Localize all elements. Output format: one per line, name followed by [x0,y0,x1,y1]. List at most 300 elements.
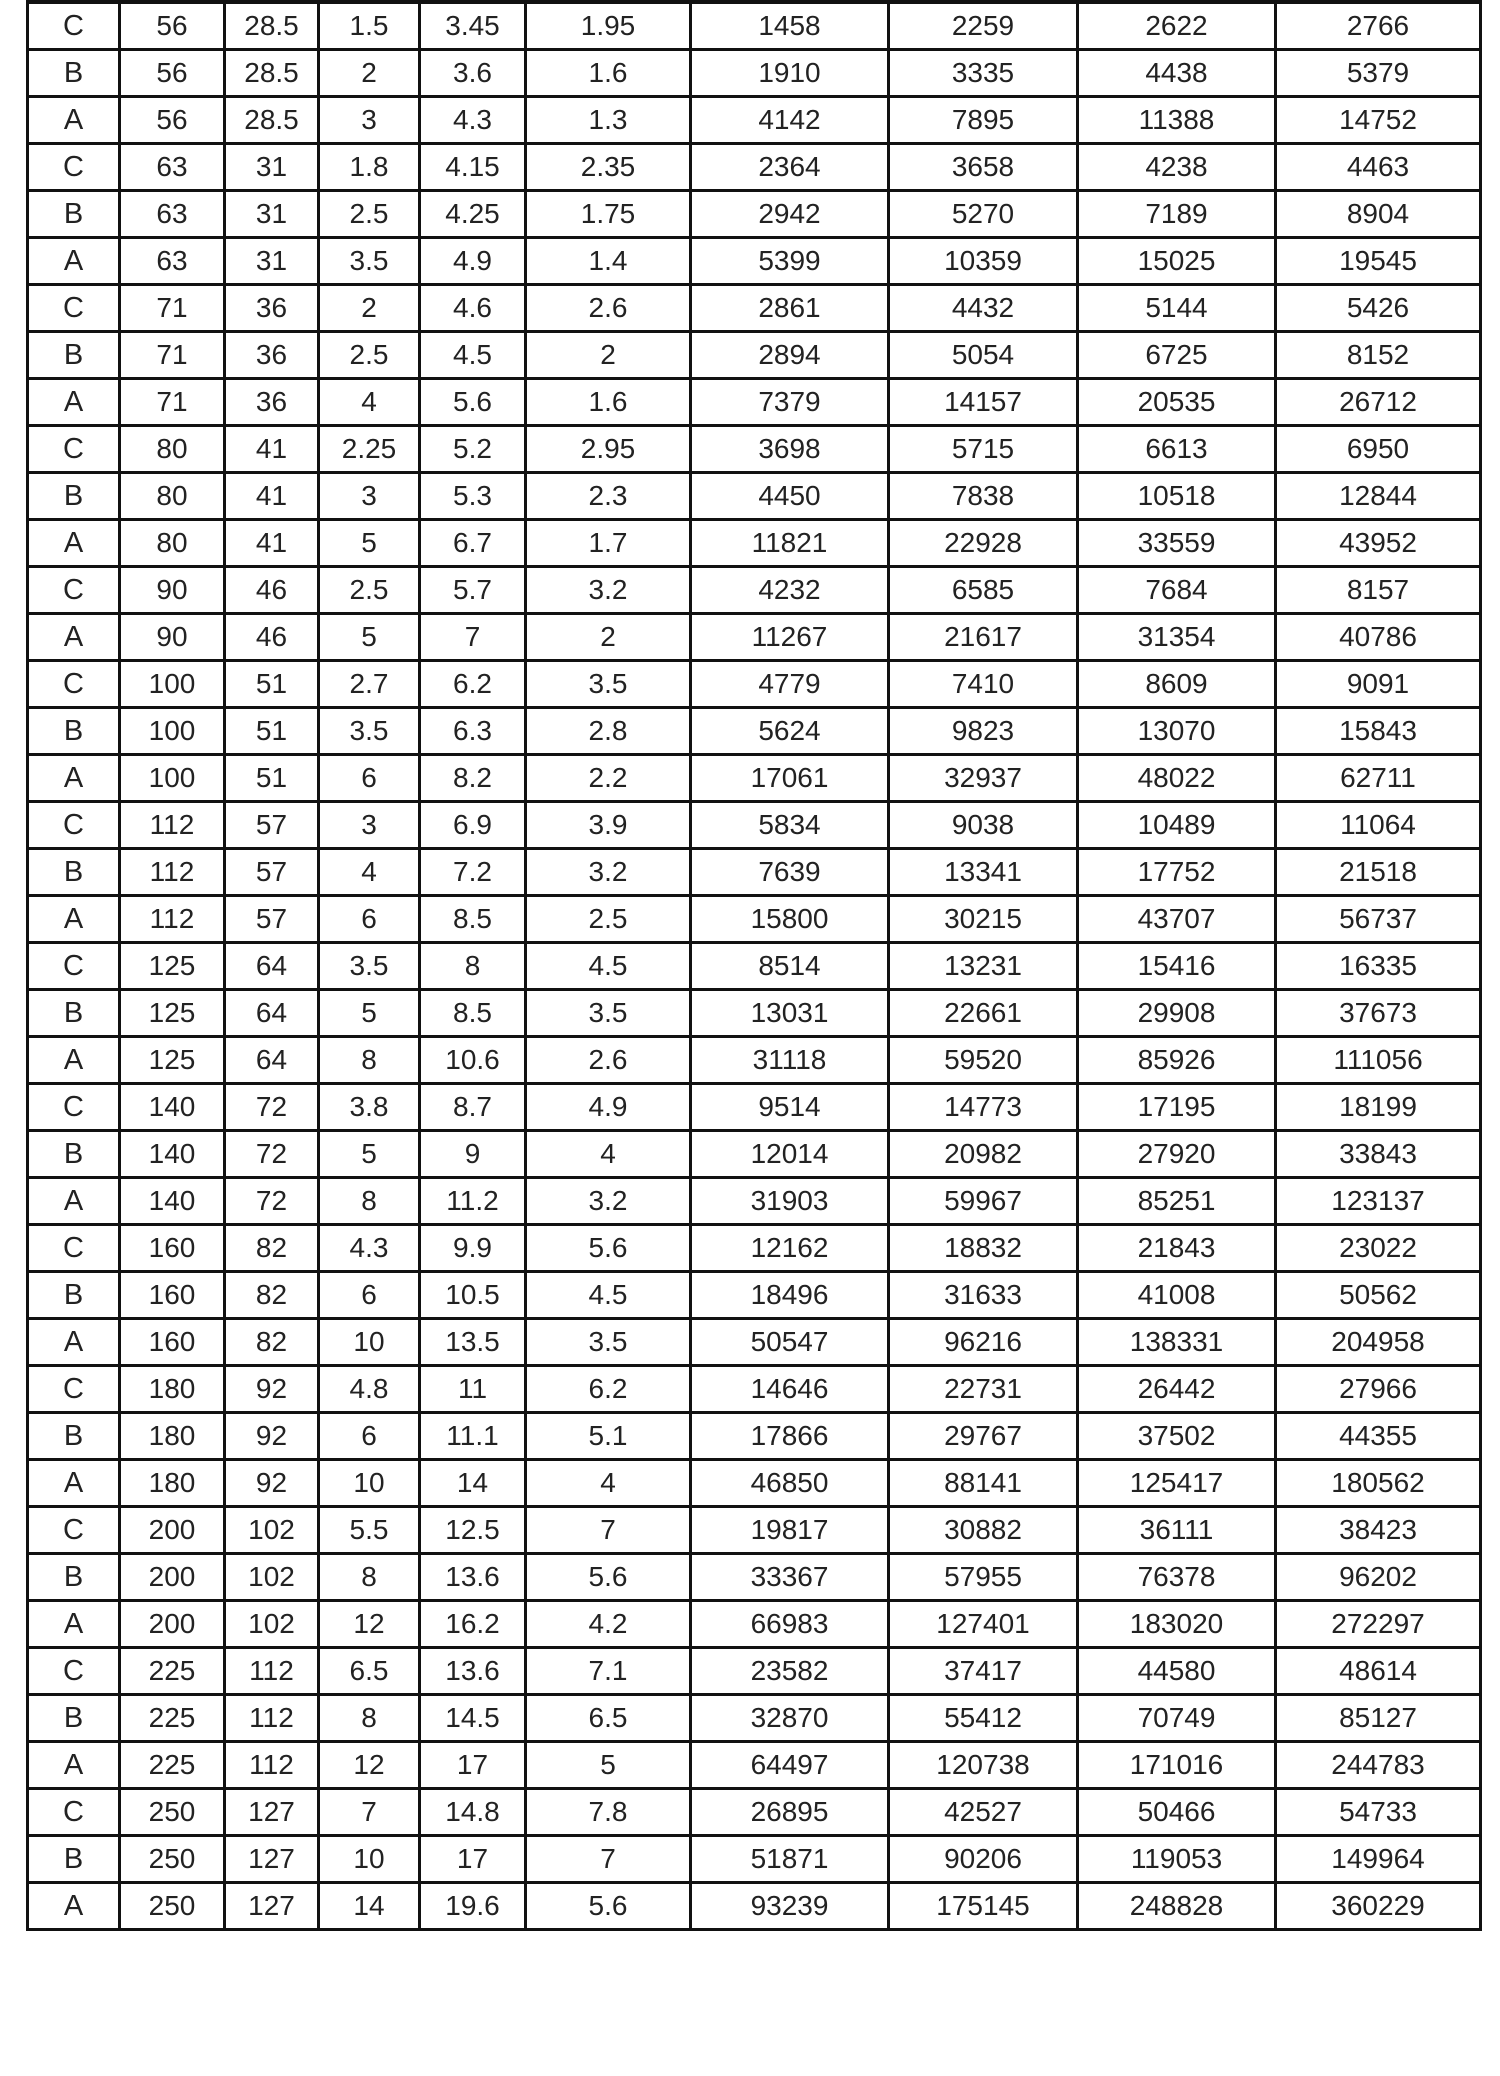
col-7-cell: 5399 [691,238,889,285]
col-4-cell: 3.5 [319,708,420,755]
col-6-cell: 4.5 [526,1272,691,1319]
col-6-cell: 3.5 [526,990,691,1037]
grade-cell: C [28,1084,120,1131]
grade-cell: C [28,1648,120,1695]
col-6-cell: 6.5 [526,1695,691,1742]
col-7-cell: 3698 [691,426,889,473]
col-10-cell: 54733 [1276,1789,1481,1836]
col-6-cell: 4 [526,1131,691,1178]
col-8-cell: 20982 [889,1131,1078,1178]
col-5-cell: 4.15 [420,144,526,191]
col-5-cell: 4.3 [420,97,526,144]
col-3-cell: 82 [225,1225,319,1272]
table-row [28,661,1481,708]
col-8-cell: 4432 [889,285,1078,332]
col-5-cell: 9.9 [420,1225,526,1272]
table-row [28,943,1481,990]
col-2-cell: 180 [120,1460,225,1507]
col-4-cell: 1.8 [319,144,420,191]
col-3-cell: 28.5 [225,2,319,50]
col-7-cell: 8514 [691,943,889,990]
col-3-cell: 72 [225,1084,319,1131]
col-3-cell: 64 [225,1037,319,1084]
col-3-cell: 28.5 [225,97,319,144]
col-5-cell: 5.2 [420,426,526,473]
col-3-cell: 36 [225,379,319,426]
col-7-cell: 9514 [691,1084,889,1131]
col-3-cell: 31 [225,191,319,238]
col-6-cell: 7.8 [526,1789,691,1836]
col-8-cell: 90206 [889,1836,1078,1883]
col-8-cell: 10359 [889,238,1078,285]
col-8-cell: 30882 [889,1507,1078,1554]
spec-table-body [28,2,1481,1930]
grade-cell: B [28,990,120,1037]
col-4-cell: 5 [319,1131,420,1178]
col-8-cell: 32937 [889,755,1078,802]
col-7-cell: 7379 [691,379,889,426]
col-6-cell: 1.95 [526,2,691,50]
col-9-cell: 26442 [1078,1366,1276,1413]
col-10-cell: 96202 [1276,1554,1481,1601]
col-9-cell: 76378 [1078,1554,1276,1601]
grade-cell: C [28,1366,120,1413]
col-2-cell: 225 [120,1695,225,1742]
col-5-cell: 9 [420,1131,526,1178]
col-4-cell: 12 [319,1742,420,1789]
table-row [28,238,1481,285]
col-9-cell: 10518 [1078,473,1276,520]
col-7-cell: 2894 [691,332,889,379]
col-6-cell: 1.6 [526,50,691,97]
col-2-cell: 140 [120,1084,225,1131]
col-5-cell: 5.7 [420,567,526,614]
col-3-cell: 46 [225,567,319,614]
col-10-cell: 9091 [1276,661,1481,708]
col-7-cell: 31903 [691,1178,889,1225]
table-row [28,520,1481,567]
col-2-cell: 63 [120,191,225,238]
col-10-cell: 8904 [1276,191,1481,238]
col-4-cell: 1.5 [319,2,420,50]
col-5-cell: 4.5 [420,332,526,379]
col-3-cell: 46 [225,614,319,661]
col-3-cell: 112 [225,1742,319,1789]
table-row [28,473,1481,520]
table-row [28,426,1481,473]
col-10-cell: 5379 [1276,50,1481,97]
table-row [28,1742,1481,1789]
col-10-cell: 44355 [1276,1413,1481,1460]
col-4-cell: 4.8 [319,1366,420,1413]
col-4-cell: 2.5 [319,332,420,379]
col-9-cell: 138331 [1078,1319,1276,1366]
col-7-cell: 50547 [691,1319,889,1366]
col-9-cell: 6613 [1078,426,1276,473]
col-8-cell: 9038 [889,802,1078,849]
col-9-cell: 43707 [1078,896,1276,943]
col-10-cell: 26712 [1276,379,1481,426]
col-3-cell: 92 [225,1460,319,1507]
col-8-cell: 120738 [889,1742,1078,1789]
col-3-cell: 36 [225,285,319,332]
grade-cell: C [28,1225,120,1272]
col-4-cell: 6 [319,755,420,802]
grade-cell: B [28,332,120,379]
col-2-cell: 160 [120,1225,225,1272]
col-7-cell: 4779 [691,661,889,708]
col-8-cell: 14157 [889,379,1078,426]
col-10-cell: 40786 [1276,614,1481,661]
col-2-cell: 140 [120,1131,225,1178]
grade-cell: A [28,1319,120,1366]
col-10-cell: 33843 [1276,1131,1481,1178]
grade-cell: A [28,97,120,144]
col-2-cell: 71 [120,379,225,426]
col-6-cell: 4.2 [526,1601,691,1648]
col-9-cell: 7189 [1078,191,1276,238]
grade-cell: B [28,1413,120,1460]
table-row [28,379,1481,426]
col-6-cell: 4.5 [526,943,691,990]
grade-cell: A [28,520,120,567]
table-row [28,1836,1481,1883]
table-row [28,1272,1481,1319]
grade-cell: B [28,1695,120,1742]
col-10-cell: 180562 [1276,1460,1481,1507]
col-4-cell: 3.5 [319,943,420,990]
col-5-cell: 19.6 [420,1883,526,1930]
grade-cell: C [28,144,120,191]
col-7-cell: 32870 [691,1695,889,1742]
col-5-cell: 11.1 [420,1413,526,1460]
col-4-cell: 10 [319,1836,420,1883]
grade-cell: A [28,1601,120,1648]
col-5-cell: 13.6 [420,1554,526,1601]
col-5-cell: 11.2 [420,1178,526,1225]
col-7-cell: 2942 [691,191,889,238]
table-row [28,1366,1481,1413]
col-9-cell: 8609 [1078,661,1276,708]
col-3-cell: 72 [225,1131,319,1178]
col-8-cell: 175145 [889,1883,1078,1930]
col-8-cell: 7895 [889,97,1078,144]
col-9-cell: 4438 [1078,50,1276,97]
col-5-cell: 5.3 [420,473,526,520]
col-5-cell: 14.5 [420,1695,526,1742]
col-5-cell: 11 [420,1366,526,1413]
col-9-cell: 31354 [1078,614,1276,661]
grade-cell: A [28,1460,120,1507]
col-8-cell: 18832 [889,1225,1078,1272]
col-4-cell: 10 [319,1319,420,1366]
col-2-cell: 140 [120,1178,225,1225]
col-10-cell: 111056 [1276,1037,1481,1084]
col-3-cell: 57 [225,896,319,943]
col-2-cell: 63 [120,238,225,285]
table-row [28,990,1481,1037]
col-10-cell: 43952 [1276,520,1481,567]
col-3-cell: 41 [225,473,319,520]
col-9-cell: 44580 [1078,1648,1276,1695]
col-8-cell: 3658 [889,144,1078,191]
col-7-cell: 46850 [691,1460,889,1507]
col-10-cell: 48614 [1276,1648,1481,1695]
col-4-cell: 4 [319,849,420,896]
grade-cell: C [28,943,120,990]
grade-cell: A [28,755,120,802]
col-7-cell: 11821 [691,520,889,567]
col-4-cell: 14 [319,1883,420,1930]
col-7-cell: 4142 [691,97,889,144]
col-5-cell: 12.5 [420,1507,526,1554]
grade-cell: B [28,1272,120,1319]
col-8-cell: 96216 [889,1319,1078,1366]
col-2-cell: 100 [120,755,225,802]
col-2-cell: 56 [120,50,225,97]
table-row [28,1131,1481,1178]
col-8-cell: 59520 [889,1037,1078,1084]
col-3-cell: 41 [225,520,319,567]
col-3-cell: 57 [225,802,319,849]
col-4-cell: 8 [319,1178,420,1225]
grade-cell: B [28,708,120,755]
col-7-cell: 1910 [691,50,889,97]
col-3-cell: 102 [225,1507,319,1554]
table-row [28,567,1481,614]
col-10-cell: 23022 [1276,1225,1481,1272]
col-2-cell: 250 [120,1789,225,1836]
col-9-cell: 17195 [1078,1084,1276,1131]
col-3-cell: 112 [225,1695,319,1742]
col-7-cell: 2861 [691,285,889,332]
col-3-cell: 92 [225,1366,319,1413]
col-8-cell: 30215 [889,896,1078,943]
table-row [28,614,1481,661]
table-row [28,802,1481,849]
table-row [28,285,1481,332]
col-5-cell: 6.9 [420,802,526,849]
col-5-cell: 8.2 [420,755,526,802]
col-8-cell: 7410 [889,661,1078,708]
col-9-cell: 10489 [1078,802,1276,849]
col-2-cell: 160 [120,1272,225,1319]
table-row [28,849,1481,896]
col-10-cell: 12844 [1276,473,1481,520]
col-8-cell: 22731 [889,1366,1078,1413]
col-7-cell: 5834 [691,802,889,849]
col-10-cell: 19545 [1276,238,1481,285]
col-9-cell: 6725 [1078,332,1276,379]
col-8-cell: 3335 [889,50,1078,97]
col-9-cell: 20535 [1078,379,1276,426]
col-4-cell: 5 [319,614,420,661]
col-9-cell: 37502 [1078,1413,1276,1460]
table-row [28,144,1481,191]
table-row [28,755,1481,802]
col-4-cell: 5.5 [319,1507,420,1554]
col-9-cell: 7684 [1078,567,1276,614]
col-6-cell: 1.75 [526,191,691,238]
col-5-cell: 8.7 [420,1084,526,1131]
col-5-cell: 6.3 [420,708,526,755]
grade-cell: C [28,1789,120,1836]
col-6-cell: 1.6 [526,379,691,426]
grade-cell: C [28,285,120,332]
col-7-cell: 66983 [691,1601,889,1648]
col-4-cell: 7 [319,1789,420,1836]
col-10-cell: 15843 [1276,708,1481,755]
col-9-cell: 29908 [1078,990,1276,1037]
col-6-cell: 1.4 [526,238,691,285]
col-9-cell: 2622 [1078,2,1276,50]
col-4-cell: 4.3 [319,1225,420,1272]
col-10-cell: 6950 [1276,426,1481,473]
col-2-cell: 100 [120,661,225,708]
grade-cell: A [28,1883,120,1930]
col-2-cell: 63 [120,144,225,191]
col-10-cell: 56737 [1276,896,1481,943]
col-2-cell: 80 [120,426,225,473]
col-9-cell: 41008 [1078,1272,1276,1319]
table-row [28,50,1481,97]
grade-cell: B [28,1836,120,1883]
col-9-cell: 70749 [1078,1695,1276,1742]
col-2-cell: 225 [120,1742,225,1789]
table-row [28,708,1481,755]
col-10-cell: 8152 [1276,332,1481,379]
table-row [28,191,1481,238]
col-3-cell: 102 [225,1554,319,1601]
col-4-cell: 3 [319,802,420,849]
col-5-cell: 13.5 [420,1319,526,1366]
grade-cell: A [28,614,120,661]
col-5-cell: 8.5 [420,990,526,1037]
col-4-cell: 3.8 [319,1084,420,1131]
grade-cell: B [28,50,120,97]
col-6-cell: 3.5 [526,1319,691,1366]
col-3-cell: 127 [225,1789,319,1836]
col-8-cell: 31633 [889,1272,1078,1319]
col-2-cell: 160 [120,1319,225,1366]
col-10-cell: 8157 [1276,567,1481,614]
table-row [28,1037,1481,1084]
col-10-cell: 360229 [1276,1883,1481,1930]
col-10-cell: 37673 [1276,990,1481,1037]
col-2-cell: 56 [120,97,225,144]
col-7-cell: 23582 [691,1648,889,1695]
col-3-cell: 31 [225,238,319,285]
col-6-cell: 3.9 [526,802,691,849]
col-5-cell: 3.45 [420,2,526,50]
col-8-cell: 13341 [889,849,1078,896]
col-10-cell: 2766 [1276,2,1481,50]
col-7-cell: 5624 [691,708,889,755]
col-8-cell: 22661 [889,990,1078,1037]
col-10-cell: 27966 [1276,1366,1481,1413]
col-2-cell: 180 [120,1366,225,1413]
col-4-cell: 4 [319,379,420,426]
col-2-cell: 250 [120,1883,225,1930]
col-2-cell: 71 [120,332,225,379]
col-5-cell: 10.5 [420,1272,526,1319]
col-4-cell: 8 [319,1695,420,1742]
col-3-cell: 57 [225,849,319,896]
col-9-cell: 15416 [1078,943,1276,990]
col-2-cell: 90 [120,567,225,614]
col-7-cell: 18496 [691,1272,889,1319]
col-6-cell: 3.2 [526,567,691,614]
grade-cell: C [28,1507,120,1554]
col-10-cell: 62711 [1276,755,1481,802]
col-8-cell: 9823 [889,708,1078,755]
col-4-cell: 6 [319,1272,420,1319]
grade-cell: C [28,2,120,50]
col-4-cell: 2.5 [319,567,420,614]
col-8-cell: 88141 [889,1460,1078,1507]
col-6-cell: 2.6 [526,1037,691,1084]
grade-cell: B [28,191,120,238]
col-6-cell: 2.5 [526,896,691,943]
col-7-cell: 93239 [691,1883,889,1930]
col-10-cell: 14752 [1276,97,1481,144]
grade-cell: C [28,802,120,849]
col-7-cell: 12162 [691,1225,889,1272]
col-7-cell: 12014 [691,1131,889,1178]
col-6-cell: 2 [526,332,691,379]
col-3-cell: 31 [225,144,319,191]
table-row [28,1601,1481,1648]
grade-cell: C [28,567,120,614]
col-2-cell: 112 [120,849,225,896]
col-2-cell: 225 [120,1648,225,1695]
col-3-cell: 36 [225,332,319,379]
col-6-cell: 2.35 [526,144,691,191]
col-2-cell: 125 [120,943,225,990]
table-row [28,1178,1481,1225]
col-6-cell: 2.95 [526,426,691,473]
col-10-cell: 272297 [1276,1601,1481,1648]
col-2-cell: 112 [120,896,225,943]
col-3-cell: 28.5 [225,50,319,97]
col-2-cell: 71 [120,285,225,332]
col-2-cell: 180 [120,1413,225,1460]
col-4-cell: 2 [319,50,420,97]
col-3-cell: 51 [225,661,319,708]
col-7-cell: 33367 [691,1554,889,1601]
col-5-cell: 7 [420,614,526,661]
col-10-cell: 204958 [1276,1319,1481,1366]
grade-cell: B [28,849,120,896]
col-5-cell: 5.6 [420,379,526,426]
col-3-cell: 92 [225,1413,319,1460]
col-2-cell: 80 [120,473,225,520]
col-7-cell: 4232 [691,567,889,614]
col-6-cell: 1.3 [526,97,691,144]
col-9-cell: 11388 [1078,97,1276,144]
table-row [28,1413,1481,1460]
col-5-cell: 16.2 [420,1601,526,1648]
col-5-cell: 4.9 [420,238,526,285]
col-4-cell: 5 [319,520,420,567]
table-row [28,1507,1481,1554]
grade-cell: A [28,379,120,426]
col-2-cell: 90 [120,614,225,661]
col-4-cell: 2.25 [319,426,420,473]
col-5-cell: 6.2 [420,661,526,708]
col-6-cell: 4.9 [526,1084,691,1131]
table-row [28,1789,1481,1836]
